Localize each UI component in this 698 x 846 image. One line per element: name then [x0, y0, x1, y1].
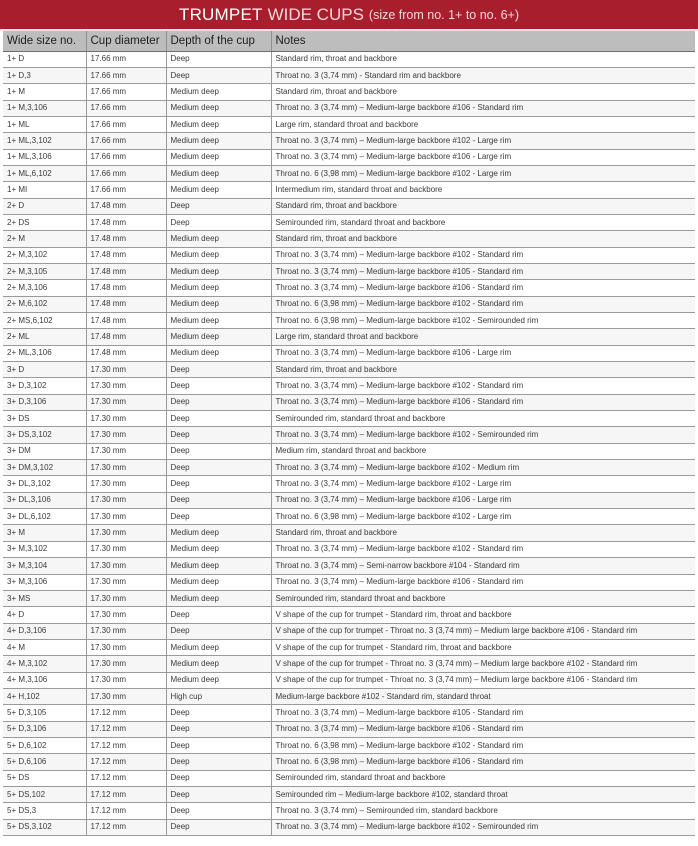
cell-notes: Throat no. 3 (3,74 mm) – Semi-narrow backbore #104 - Standard rim	[271, 558, 695, 574]
cell-diameter: 17.30 mm	[86, 623, 166, 639]
cell-notes: V shape of the cup for trumpet - Standard rim, throat and backbore	[271, 639, 695, 655]
cell-depth: Deep	[166, 67, 271, 83]
cell-notes: Throat no. 3 (3,74 mm) – Medium-large backbore #106 - Large rim	[271, 345, 695, 361]
cell-size: 4+ M,3,106	[3, 672, 86, 688]
table-body	[3, 51, 695, 836]
cell-diameter: 17.30 mm	[86, 656, 166, 672]
table-row	[3, 411, 695, 427]
table-row	[3, 362, 695, 378]
cell-notes: Throat no. 3 (3,74 mm) – Medium-large backbore #106 - Standard rim	[271, 280, 695, 296]
cell-notes: Throat no. 3 (3,74 mm) – Medium-large backbore #102 - Semirounded rim	[271, 819, 695, 835]
cell-diameter: 17.66 mm	[86, 149, 166, 165]
table-row	[3, 754, 695, 770]
cell-diameter: 17.48 mm	[86, 313, 166, 329]
cell-depth: Deep	[166, 623, 271, 639]
cell-diameter: 17.30 mm	[86, 672, 166, 688]
cell-depth: Medium deep	[166, 296, 271, 312]
cell-diameter: 17.30 mm	[86, 509, 166, 525]
table-row	[3, 688, 695, 704]
cell-notes: Standard rim, throat and backbore	[271, 231, 695, 247]
cell-depth: Medium deep	[166, 100, 271, 116]
cell-diameter: 17.48 mm	[86, 198, 166, 214]
cell-depth: Deep	[166, 51, 271, 67]
cell-depth: Medium deep	[166, 541, 271, 557]
cell-size: 4+ D,3,106	[3, 623, 86, 639]
cell-diameter: 17.30 mm	[86, 362, 166, 378]
cell-size: 1+ D	[3, 51, 86, 67]
cell-size: 3+ DS	[3, 411, 86, 427]
cell-depth: Medium deep	[166, 84, 271, 100]
table-row	[3, 214, 695, 230]
cell-size: 1+ M	[3, 84, 86, 100]
cell-size: 3+ D	[3, 362, 86, 378]
table-row	[3, 574, 695, 590]
table-row	[3, 84, 695, 100]
table-row	[3, 656, 695, 672]
cell-size: 3+ M,3,106	[3, 574, 86, 590]
table-row	[3, 231, 695, 247]
cell-size: 3+ M,3,104	[3, 558, 86, 574]
cell-depth: Deep	[166, 394, 271, 410]
table-row	[3, 509, 695, 525]
table-row	[3, 639, 695, 655]
cell-size: 4+ M,3,102	[3, 656, 86, 672]
table-row	[3, 182, 695, 198]
cell-depth: Deep	[166, 754, 271, 770]
cell-notes: Standard rim, throat and backbore	[271, 84, 695, 100]
cell-depth: Deep	[166, 214, 271, 230]
cell-diameter: 17.30 mm	[86, 460, 166, 476]
cell-depth: Deep	[166, 705, 271, 721]
cell-depth: Medium deep	[166, 149, 271, 165]
table-row	[3, 460, 695, 476]
cell-depth: Medium deep	[166, 574, 271, 590]
cell-size: 5+ D,3,106	[3, 721, 86, 737]
cell-size: 2+ M,6,102	[3, 296, 86, 312]
cell-size: 4+ H,102	[3, 688, 86, 704]
cell-depth: Medium deep	[166, 672, 271, 688]
cell-notes: Throat no. 3 (3,74 mm) – Medium-large backbore #102 - Semirounded rim	[271, 427, 695, 443]
cell-diameter: 17.48 mm	[86, 296, 166, 312]
cell-diameter: 17.30 mm	[86, 525, 166, 541]
cell-notes: Semirounded rim, standard throat and backbore	[271, 411, 695, 427]
cell-size: 1+ ML,6,102	[3, 165, 86, 181]
cell-size: 3+ DL,6,102	[3, 509, 86, 525]
cell-depth: Deep	[166, 411, 271, 427]
table-row	[3, 786, 695, 802]
table-row	[3, 590, 695, 606]
table-row	[3, 378, 695, 394]
cell-size: 2+ M	[3, 231, 86, 247]
cell-size: 2+ ML	[3, 329, 86, 345]
cell-notes: Throat no. 3 (3,74 mm) – Medium-large backbore #106 - Standard rim	[271, 721, 695, 737]
cell-diameter: 17.12 mm	[86, 819, 166, 835]
cell-depth: Medium deep	[166, 656, 271, 672]
cell-depth: Deep	[166, 607, 271, 623]
cell-depth: Medium deep	[166, 525, 271, 541]
cell-notes: Standard rim, throat and backbore	[271, 51, 695, 67]
table-row	[3, 165, 695, 181]
cell-size: 4+ D	[3, 607, 86, 623]
cell-notes: Throat no. 3 (3,74 mm) – Medium-large backbore #106 - Large rim	[271, 149, 695, 165]
cell-size: 2+ MS,6,102	[3, 313, 86, 329]
cell-depth: Medium deep	[166, 280, 271, 296]
cell-size: 3+ DM,3,102	[3, 460, 86, 476]
cell-depth: Deep	[166, 427, 271, 443]
cell-depth: Deep	[166, 476, 271, 492]
table-row	[3, 149, 695, 165]
cell-size: 2+ DS	[3, 214, 86, 230]
cell-diameter: 17.48 mm	[86, 280, 166, 296]
cell-diameter: 17.48 mm	[86, 214, 166, 230]
cell-diameter: 17.30 mm	[86, 639, 166, 655]
cell-notes: V shape of the cup for trumpet - Standard rim, throat and backbore	[271, 607, 695, 623]
table-row	[3, 263, 695, 279]
cell-depth: Medium deep	[166, 345, 271, 361]
cell-size: 2+ ML,3,106	[3, 345, 86, 361]
cell-diameter: 17.12 mm	[86, 737, 166, 753]
table-row	[3, 737, 695, 753]
cell-depth: Deep	[166, 443, 271, 459]
table-row	[3, 296, 695, 312]
cell-diameter: 17.48 mm	[86, 231, 166, 247]
cell-size: 1+ D,3	[3, 67, 86, 83]
column-header-depth: Depth of the cup	[166, 31, 271, 51]
cell-notes: Throat no. 3 (3,74 mm) – Medium-large backbore #105 - Standard rim	[271, 705, 695, 721]
table-row	[3, 770, 695, 786]
cell-depth: Medium deep	[166, 165, 271, 181]
cell-depth: Deep	[166, 378, 271, 394]
cell-diameter: 17.66 mm	[86, 84, 166, 100]
table-row	[3, 541, 695, 557]
cell-notes: Throat no. 3 (3,74 mm) – Medium-large backbore #102 - Standard rim	[271, 378, 695, 394]
cell-size: 1+ MI	[3, 182, 86, 198]
cell-diameter: 17.12 mm	[86, 721, 166, 737]
cell-notes: Throat no. 3 (3,74 mm) – Medium-large backbore #105 - Standard rim	[271, 263, 695, 279]
cell-size: 3+ D,3,102	[3, 378, 86, 394]
cell-size: 1+ ML,3,102	[3, 133, 86, 149]
cell-notes: Throat no. 3 (3,74 mm) – Semirounded rim, standard backbore	[271, 803, 695, 819]
cell-size: 5+ D,6,106	[3, 754, 86, 770]
table-row	[3, 133, 695, 149]
cell-depth: Medium deep	[166, 313, 271, 329]
cell-depth: Deep	[166, 803, 271, 819]
column-header-diameter: Cup diameter	[86, 31, 166, 51]
cell-size: 5+ DS,3	[3, 803, 86, 819]
cell-size: 3+ DL,3,102	[3, 476, 86, 492]
cell-size: 5+ D,6,102	[3, 737, 86, 753]
cell-notes: Throat no. 3 (3,74 mm) – Medium-large backbore #102 - Standard rim	[271, 247, 695, 263]
cell-notes: Standard rim, throat and backbore	[271, 362, 695, 378]
cell-notes: Throat no. 3 (3,74 mm) – Medium-large backbore #102 - Standard rim	[271, 541, 695, 557]
table-row	[3, 803, 695, 819]
cell-depth: Deep	[166, 770, 271, 786]
cell-depth: Medium deep	[166, 116, 271, 132]
cell-diameter: 17.66 mm	[86, 133, 166, 149]
cell-diameter: 17.30 mm	[86, 492, 166, 508]
table-row	[3, 672, 695, 688]
cell-notes: Throat no. 3 (3,74 mm) – Medium-large backbore #106 - Standard rim	[271, 394, 695, 410]
cell-diameter: 17.12 mm	[86, 786, 166, 802]
table-row	[3, 443, 695, 459]
cell-notes: Throat no. 3 (3,74 mm) - Standard rim and backbore	[271, 67, 695, 83]
cell-diameter: 17.30 mm	[86, 443, 166, 459]
cell-depth: Deep	[166, 721, 271, 737]
cell-size: 1+ M,3,106	[3, 100, 86, 116]
cell-depth: Deep	[166, 362, 271, 378]
cell-depth: Medium deep	[166, 231, 271, 247]
cell-depth: Deep	[166, 492, 271, 508]
cell-notes: Large rim, standard throat and backbore	[271, 116, 695, 132]
cell-depth: Medium deep	[166, 639, 271, 655]
cell-size: 2+ D	[3, 198, 86, 214]
table-row	[3, 492, 695, 508]
table-title-bar	[0, 0, 698, 31]
cell-notes: V shape of the cup for trumpet - Throat no. 3 (3,74 mm) – Medium large backbore #106 - Standard rim	[271, 623, 695, 639]
cell-depth: Medium deep	[166, 133, 271, 149]
cell-notes: Throat no. 3 (3,74 mm) – Medium-large backbore #102 - Medium rim	[271, 460, 695, 476]
cell-size: 2+ M,3,105	[3, 263, 86, 279]
cell-diameter: 17.30 mm	[86, 411, 166, 427]
cell-diameter: 17.12 mm	[86, 770, 166, 786]
cell-notes: Semirounded rim – Medium-large backbore #102, standard throat	[271, 786, 695, 802]
cell-size: 2+ M,3,106	[3, 280, 86, 296]
table-title: TRUMPET	[179, 4, 263, 24]
column-header-size: Wide size no.	[3, 31, 86, 51]
cell-size: 1+ ML,3,106	[3, 149, 86, 165]
cell-notes: Throat no. 3 (3,74 mm) – Medium-large backbore #106 - Standard rim	[271, 100, 695, 116]
table-row	[3, 525, 695, 541]
cell-depth: High cup	[166, 688, 271, 704]
table-row	[3, 313, 695, 329]
table-row	[3, 198, 695, 214]
table-row	[3, 51, 695, 67]
table-row	[3, 280, 695, 296]
cell-diameter: 17.30 mm	[86, 558, 166, 574]
cell-diameter: 17.30 mm	[86, 427, 166, 443]
cell-notes: Semirounded rim, standard throat and backbore	[271, 214, 695, 230]
cell-size: 4+ M	[3, 639, 86, 655]
cell-diameter: 17.66 mm	[86, 100, 166, 116]
cell-diameter: 17.66 mm	[86, 51, 166, 67]
table-row	[3, 116, 695, 132]
cell-notes: V shape of the cup for trumpet - Throat no. 3 (3,74 mm) – Medium large backbore #102 - Standard rim	[271, 656, 695, 672]
cell-size: 2+ M,3,102	[3, 247, 86, 263]
table-header-row	[3, 31, 695, 51]
table-title-accent: WIDE CUPS	[267, 4, 364, 24]
cell-size: 5+ DS	[3, 770, 86, 786]
cell-notes: Throat no. 3 (3,74 mm) – Medium-large backbore #106 - Large rim	[271, 492, 695, 508]
cell-depth: Medium deep	[166, 590, 271, 606]
cell-size: 3+ DM	[3, 443, 86, 459]
cell-size: 3+ M	[3, 525, 86, 541]
cell-depth: Medium deep	[166, 263, 271, 279]
cell-notes: Throat no. 3 (3,74 mm) – Medium-large backbore #102 - Large rim	[271, 476, 695, 492]
cell-size: 3+ D,3,106	[3, 394, 86, 410]
table-row	[3, 623, 695, 639]
table-row	[3, 427, 695, 443]
table-row	[3, 558, 695, 574]
cell-diameter: 17.12 mm	[86, 803, 166, 819]
cell-depth: Medium deep	[166, 182, 271, 198]
table-row	[3, 394, 695, 410]
cell-notes: Semirounded rim, standard throat and backbore	[271, 770, 695, 786]
cell-notes: Standard rim, throat and backbore	[271, 525, 695, 541]
cell-depth: Deep	[166, 737, 271, 753]
cell-notes: Throat no. 6 (3,98 mm) – Medium-large backbore #102 - Standard rim	[271, 737, 695, 753]
table-subtitle: (size from no. 1+ to no. 6+)	[368, 7, 519, 22]
table-row	[3, 329, 695, 345]
cell-diameter: 17.30 mm	[86, 574, 166, 590]
cell-diameter: 17.48 mm	[86, 247, 166, 263]
cell-diameter: 17.30 mm	[86, 394, 166, 410]
cell-depth: Medium deep	[166, 329, 271, 345]
cell-depth: Deep	[166, 460, 271, 476]
cell-notes: Throat no. 6 (3,98 mm) – Medium-large backbore #102 - Semirounded rim	[271, 313, 695, 329]
cell-depth: Deep	[166, 786, 271, 802]
cell-depth: Medium deep	[166, 247, 271, 263]
cell-notes: Intermedium rim, standard throat and backbore	[271, 182, 695, 198]
trumpet-cups-table	[3, 31, 695, 836]
cell-diameter: 17.30 mm	[86, 476, 166, 492]
cell-size: 3+ MS	[3, 590, 86, 606]
cell-diameter: 17.66 mm	[86, 116, 166, 132]
cell-size: 3+ DS,3,102	[3, 427, 86, 443]
cell-depth: Deep	[166, 509, 271, 525]
cell-notes: V shape of the cup for trumpet - Throat no. 3 (3,74 mm) – Medium large backbore #106 - Standard rim	[271, 672, 695, 688]
cell-notes: Throat no. 6 (3,98 mm) – Medium-large backbore #102 - Standard rim	[271, 296, 695, 312]
table-row	[3, 705, 695, 721]
cell-diameter: 17.30 mm	[86, 688, 166, 704]
cell-depth: Deep	[166, 198, 271, 214]
cell-notes: Medium-large backbore #102 - Standard rim, standard throat	[271, 688, 695, 704]
cell-diameter: 17.12 mm	[86, 705, 166, 721]
cell-size: 5+ D,3,105	[3, 705, 86, 721]
cell-notes: Semirounded rim, standard throat and backbore	[271, 590, 695, 606]
cell-diameter: 17.48 mm	[86, 345, 166, 361]
cell-size: 1+ ML	[3, 116, 86, 132]
cell-diameter: 17.30 mm	[86, 378, 166, 394]
cell-size: 3+ DL,3,106	[3, 492, 86, 508]
cell-diameter: 17.66 mm	[86, 165, 166, 181]
cell-depth: Deep	[166, 819, 271, 835]
cell-size: 5+ DS,102	[3, 786, 86, 802]
cell-notes: Large rim, standard throat and backbore	[271, 329, 695, 345]
table-row	[3, 100, 695, 116]
cell-diameter: 17.30 mm	[86, 607, 166, 623]
table-row	[3, 476, 695, 492]
cell-diameter: 17.66 mm	[86, 182, 166, 198]
cell-notes: Throat no. 6 (3,98 mm) – Medium-large backbore #102 - Large rim	[271, 165, 695, 181]
cell-notes: Throat no. 6 (3,98 mm) – Medium-large backbore #102 - Large rim	[271, 509, 695, 525]
table-row	[3, 721, 695, 737]
cell-notes: Throat no. 3 (3,74 mm) – Medium-large backbore #106 - Standard rim	[271, 574, 695, 590]
cell-diameter: 17.48 mm	[86, 329, 166, 345]
cell-notes: Throat no. 6 (3,98 mm) – Medium-large backbore #106 - Standard rim	[271, 754, 695, 770]
cell-diameter: 17.30 mm	[86, 541, 166, 557]
cell-diameter: 17.12 mm	[86, 754, 166, 770]
table-row	[3, 345, 695, 361]
cell-size: 5+ DS,3,102	[3, 819, 86, 835]
cell-diameter: 17.66 mm	[86, 67, 166, 83]
cell-size: 3+ M,3,102	[3, 541, 86, 557]
table-row	[3, 247, 695, 263]
cell-depth: Medium deep	[166, 558, 271, 574]
cell-diameter: 17.30 mm	[86, 590, 166, 606]
cell-notes: Standard rim, throat and backbore	[271, 198, 695, 214]
column-header-notes: Notes	[271, 31, 695, 51]
cell-notes: Medium rim, standard throat and backbore	[271, 443, 695, 459]
cell-diameter: 17.48 mm	[86, 263, 166, 279]
table-row	[3, 819, 695, 835]
table-row	[3, 607, 695, 623]
cell-notes: Throat no. 3 (3,74 mm) – Medium-large backbore #102 - Large rim	[271, 133, 695, 149]
table-row	[3, 67, 695, 83]
